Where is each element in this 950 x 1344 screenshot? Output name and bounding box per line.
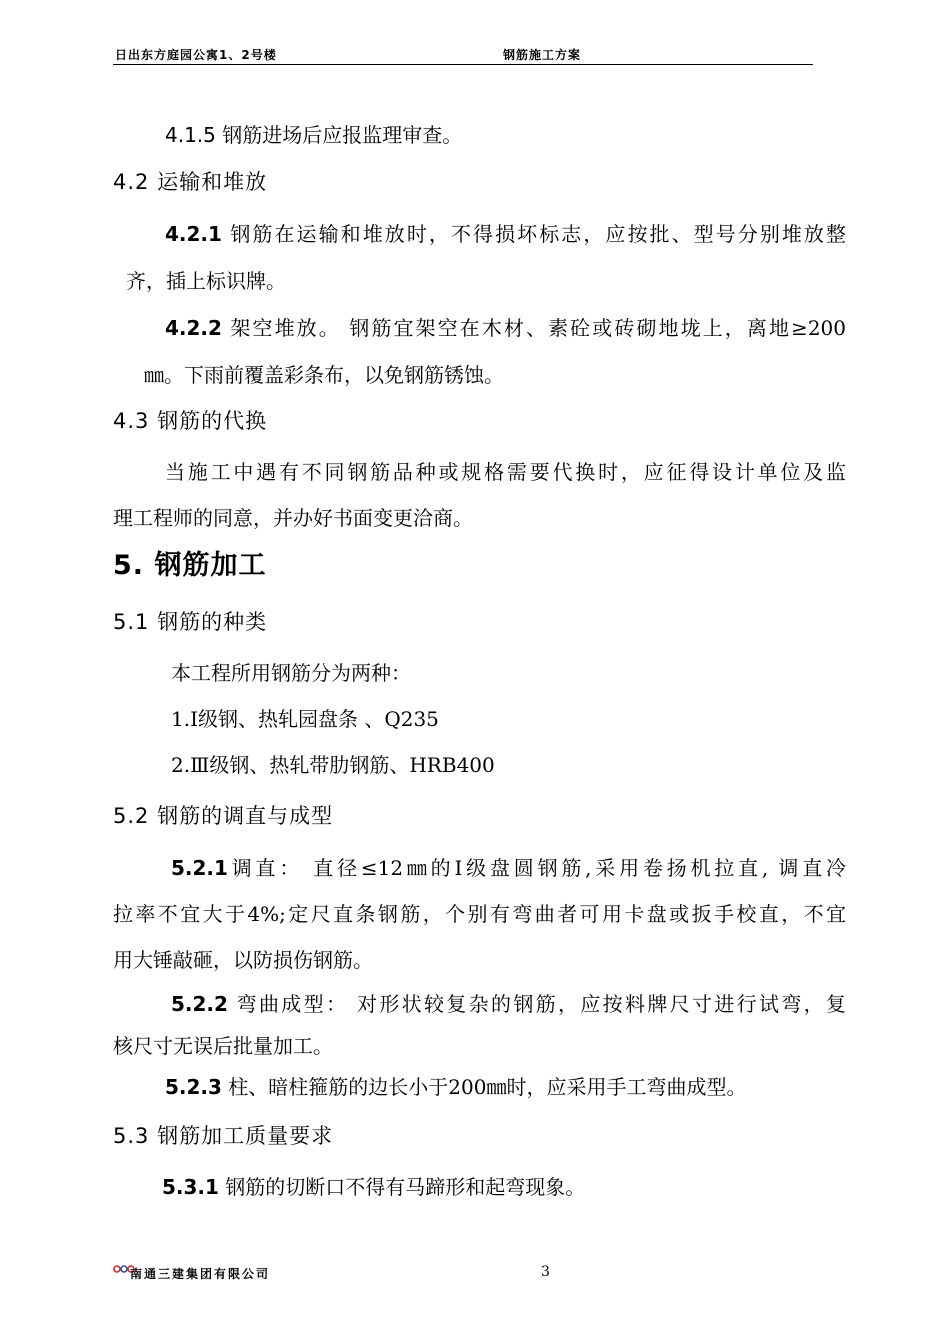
logo-ring-middle bbox=[121, 1266, 127, 1272]
para-text: 架空堆放。 钢筋宜架空在木材、素砼或砖砌地垅上，离地≥200 bbox=[221, 316, 846, 340]
para-4-2-1-line1 bbox=[165, 221, 846, 247]
para-text: 钢筋的切断口不得有马蹄形和起弯现象。 bbox=[218, 1175, 586, 1199]
clause-number: 5.2.1 bbox=[171, 856, 228, 880]
para-4-2-1-line2: 齐，插上标识牌。 bbox=[126, 269, 286, 293]
header-document-title: 钢筋施工方案 bbox=[503, 48, 582, 62]
para-4-3-line1: 当施工中遇有不同钢筋品种或规格需要代换时，应征得设计单位及监 bbox=[165, 460, 846, 484]
para-5-2-3 bbox=[165, 1074, 746, 1100]
clause-number: 4.2.1 bbox=[165, 222, 222, 246]
para-4-2-2-line2: ㎜。下雨前覆盖彩条布，以免钢筋锈蚀。 bbox=[144, 363, 504, 387]
para-5-2-2-line1 bbox=[171, 991, 846, 1017]
logo-ring-left bbox=[114, 1266, 120, 1272]
heading-5-2: 5.2 钢筋的调直与成型 bbox=[113, 804, 334, 828]
heading-5-3: 5.3 钢筋加工质量要求 bbox=[113, 1124, 334, 1148]
clause-number: 4.2.2 bbox=[165, 316, 222, 340]
heading-4-3: 4.3 钢筋的代换 bbox=[113, 409, 268, 433]
para-5-2-2-line2: 核尺寸无误后批量加工。 bbox=[113, 1034, 333, 1058]
para-text: 钢筋进场后应报监理审查。 bbox=[215, 123, 463, 147]
heading-5: 5. 钢筋加工 bbox=[113, 550, 267, 581]
para-5-2-1-line1 bbox=[171, 855, 846, 881]
para-5-1-intro: 本工程所用钢筋分为两种： bbox=[171, 661, 411, 685]
para-5-3-1 bbox=[162, 1174, 585, 1200]
list-item-steel-grade-1: 1.Ⅰ级钢、热轧园盘条 、Q235 bbox=[171, 707, 439, 731]
heading-5-1: 5.1 钢筋的种类 bbox=[113, 610, 268, 634]
heading-4-2: 4.2 运输和堆放 bbox=[113, 170, 268, 194]
clause-number: 4.1.5 bbox=[165, 123, 216, 147]
para-4-2-2-line1 bbox=[165, 315, 846, 341]
page-number: 3 bbox=[541, 1264, 550, 1280]
para-5-2-1-line3: 用大锤敲砸，以防损伤钢筋。 bbox=[113, 948, 373, 972]
para-text: 弯曲成型： 对形状较复杂的钢筋，应按料牌尺寸进行试弯，复 bbox=[227, 992, 846, 1016]
clause-number: 5.3.1 bbox=[162, 1175, 219, 1199]
clause-number: 5.2.2 bbox=[171, 992, 228, 1016]
clause-number: 5.2.3 bbox=[165, 1075, 222, 1099]
para-text: 钢筋在运输和堆放时，不得损坏标志，应按批、型号分别堆放整 bbox=[221, 222, 846, 246]
para-text: 调直： 直径≤12㎜的Ⅰ级盘圆钢筋,采用卷扬机拉直, 调直冷 bbox=[227, 856, 846, 880]
para-5-2-1-line2: 拉率不宜大于4%;定尺直条钢筋，个别有弯曲者可用卡盘或扳手校直，不宜 bbox=[113, 902, 846, 926]
page-header bbox=[113, 44, 813, 66]
footer-company-name: 南通三建集团有限公司 bbox=[130, 1267, 271, 1281]
header-divider bbox=[113, 64, 813, 65]
header-project-name: 日出东方庭园公寓1、2号楼 bbox=[115, 48, 277, 62]
para-4-3-line2: 理工程师的同意，并办好书面变更洽商。 bbox=[113, 506, 473, 530]
list-item-steel-grade-3: 2.Ⅲ级钢、热轧带肋钢筋、HRB400 bbox=[171, 753, 495, 777]
para-4-1-5 bbox=[165, 122, 462, 148]
para-text: 柱、暗柱箍筋的边长小于200㎜时，应采用手工弯曲成型。 bbox=[221, 1075, 747, 1099]
